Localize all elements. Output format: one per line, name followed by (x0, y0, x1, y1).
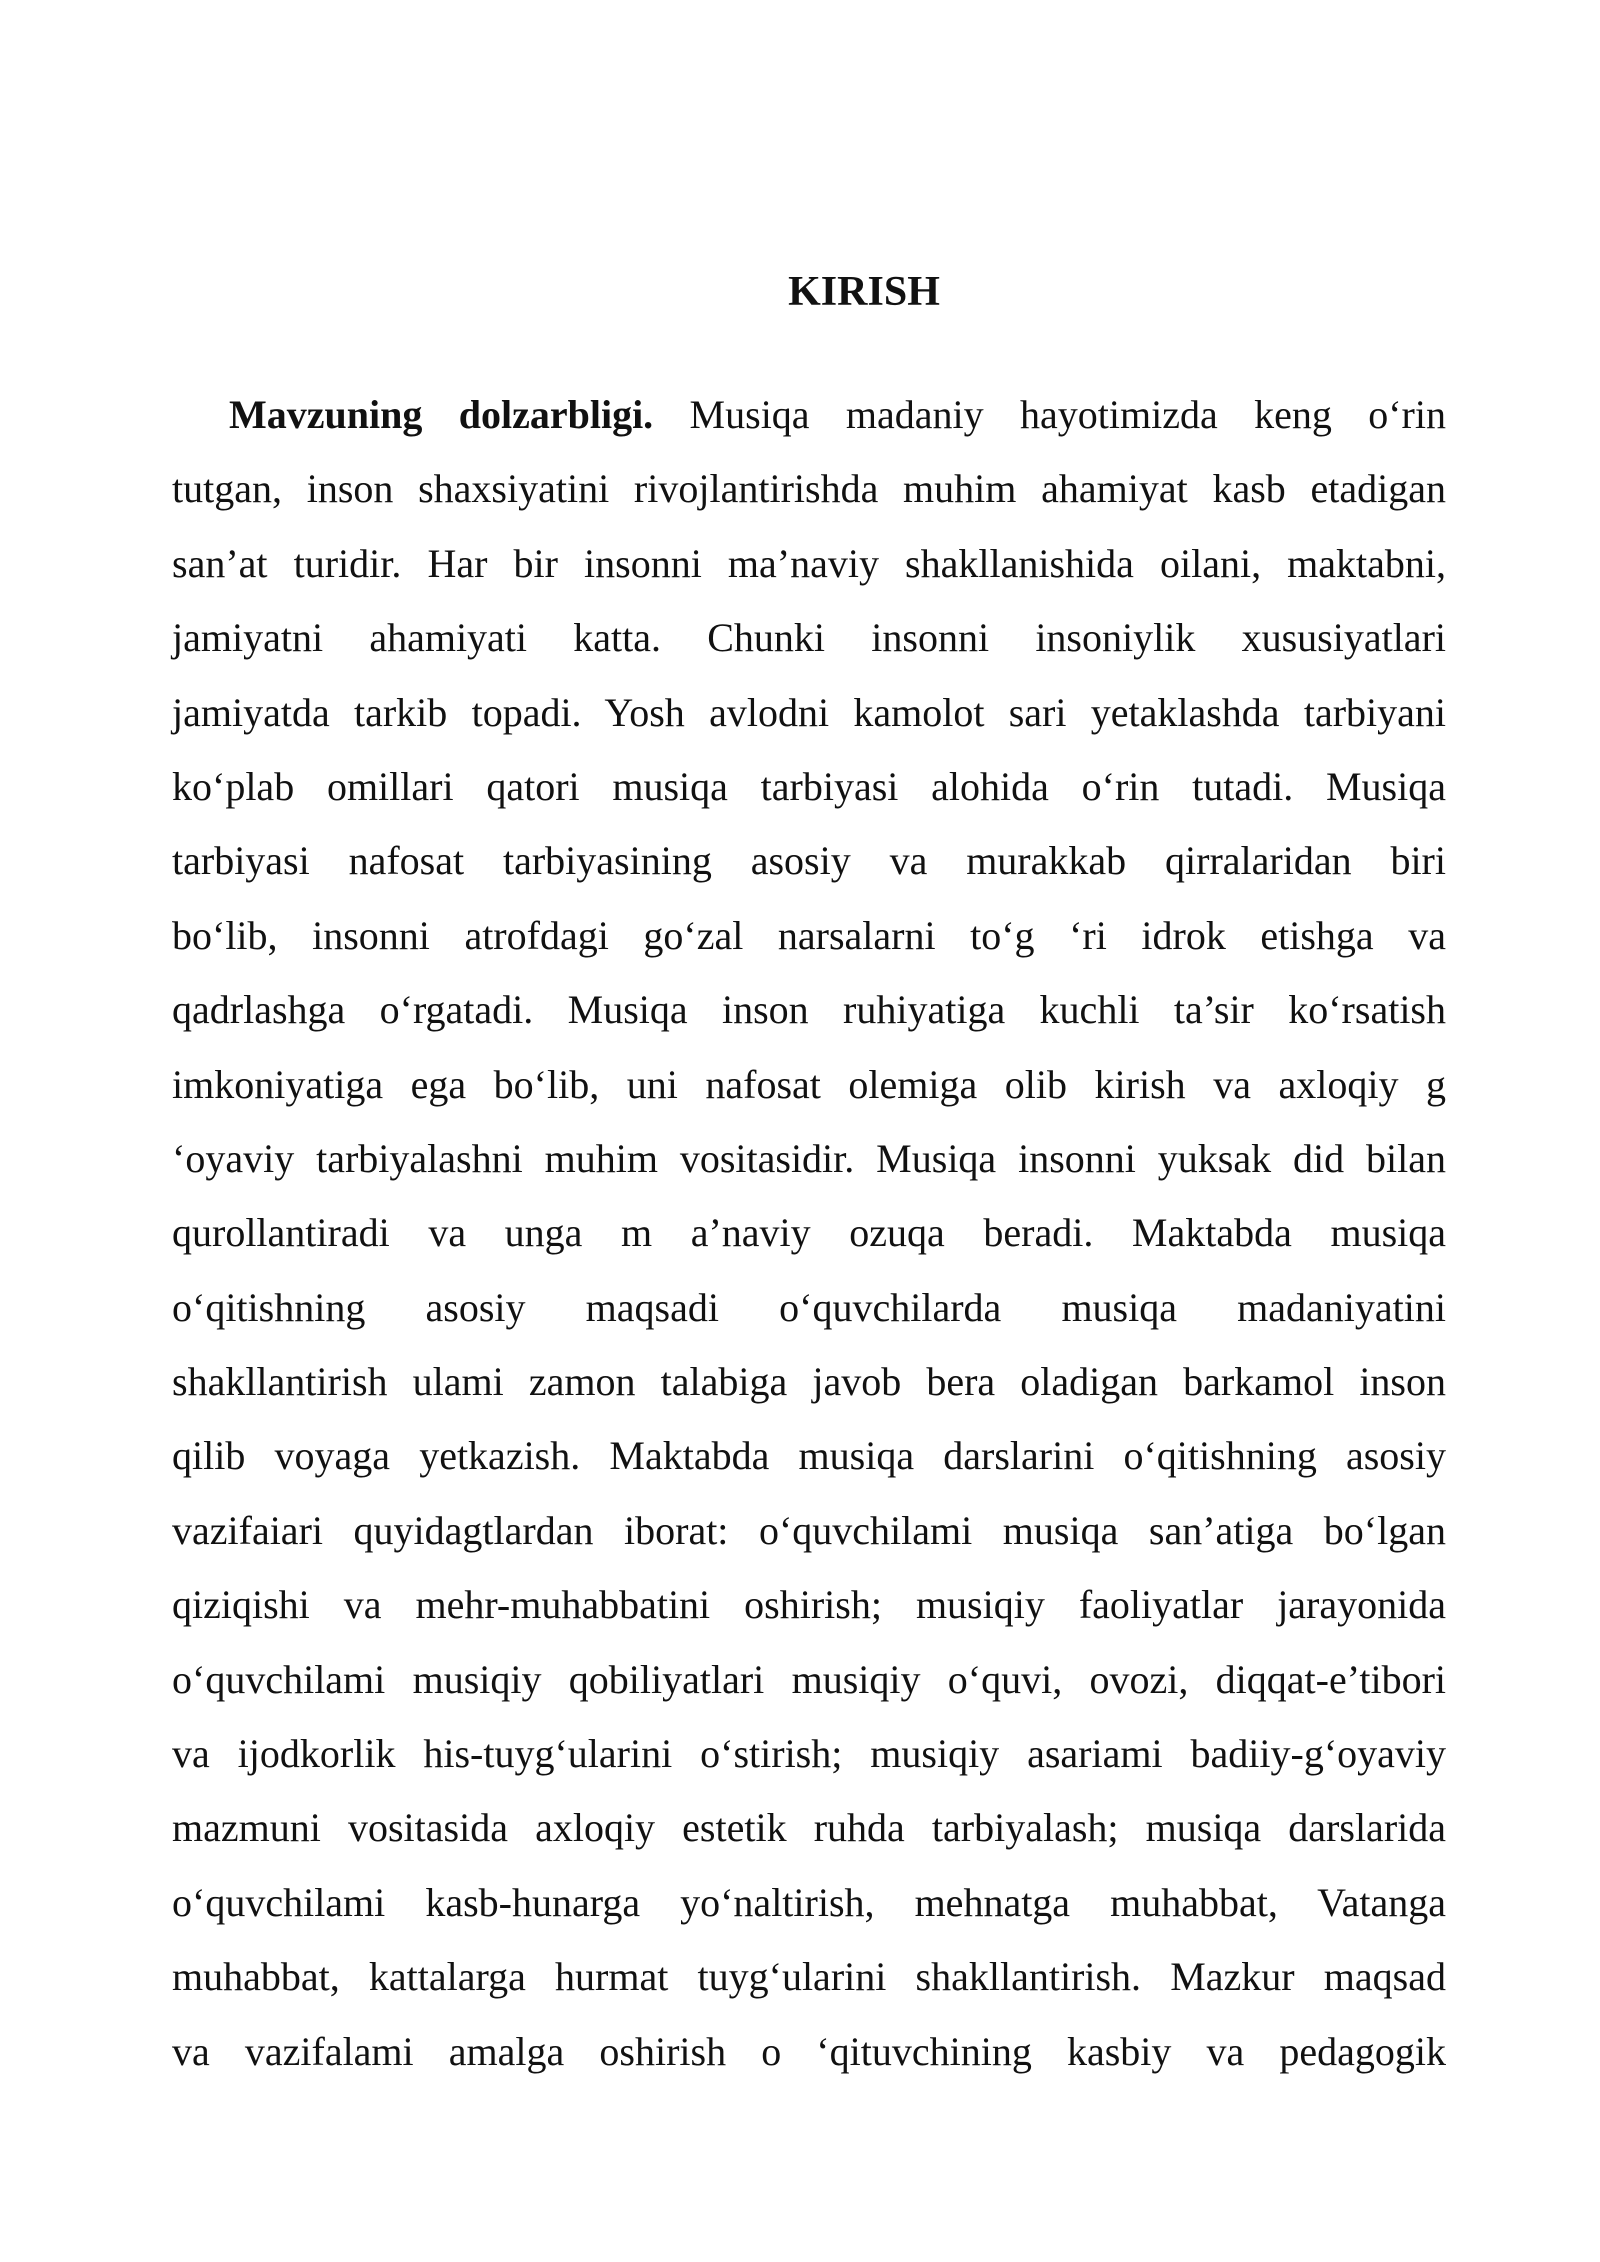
text-line: boʻlib, insonni atrofdagi goʻzal narsalarni toʻg ʻri idrok etishga va (172, 912, 1446, 958)
text-line: san’at turidir. Har bir insonni ma’naviy shakllanishida oilani, maktabni, (172, 540, 1446, 586)
text-line-content: Musiqa madaniy hayotimizda keng oʻrin (653, 392, 1446, 437)
text-line: jamiyatda tarkib topadi. Yosh avlodni kamolot sari yetaklashda tarbiyani (172, 689, 1446, 735)
text-line: qadrlashga oʻrgatadi. Musiqa inson ruhiyatiga kuchli ta’sir koʻrsatish (172, 987, 1446, 1033)
text-line: oʻquvchilami musiqiy qobiliyatlari musiqiy oʻquvi, ovozi, diqqat-e’tibori (172, 1656, 1446, 1702)
text-line: tutgan, inson shaxsiyatini rivojlantirishda muhim ahamiyat kasb etadigan (172, 466, 1446, 512)
text-line: ʻoyaviy tarbiyalashni muhim vositasidir. Musiqa insonni yuksak did bilan (172, 1135, 1446, 1181)
text-line: qurollantiradi va unga m a’naviy ozuqa beradi. Maktabda musiqa (172, 1210, 1446, 1256)
text-line: oʻqitishning asosiy maqsadi oʻquvchilarda musiqa madaniyatini (172, 1284, 1446, 1330)
text-line: oʻquvchilami kasb-hunarga yoʻnaltirish, mehnatga muhabbat, Vatanga (172, 1879, 1446, 1925)
text-line: qilib voyaga yetkazish. Maktabda musiqa darslarini oʻqitishning asosiy (172, 1433, 1446, 1479)
text-line: va vazifalami amalga oshirish o ʻqituvchining kasbiy va pedagogik (172, 2028, 1446, 2074)
text-line: mazmuni vositasida axloqiy estetik ruhda tarbiyalash; musiqa darslarida (172, 1805, 1446, 1851)
lead-heading: Mavzuning dolzarbligi. (229, 392, 654, 437)
text-line: va ijodkorlik his-tuygʻularini oʻstirish; musiqiy asariami badiiy-gʻoyaviy (172, 1731, 1446, 1777)
text-line: muhabbat, kattalarga hurmat tuygʻularini shakllantirish. Mazkur maqsad (172, 1954, 1446, 2000)
text-line: jamiyatni ahamiyati katta. Chunki insonni insoniylik xususiyatlari (172, 615, 1446, 661)
text-line (172, 378, 1446, 452)
text-line: shakllantirish ulami zamon talabiga javob bera oladigan barkamol inson (172, 1359, 1446, 1405)
text-line: vazifaiari quyidagtlardan iborat: oʻquvchilami musiqa san’atiga boʻlgan (172, 1507, 1446, 1553)
text-line: koʻplab omillari qatori musiqa tarbiyasi alohida oʻrin tutadi. Musiqa (172, 763, 1446, 809)
text-line: imkoniyatiga ega boʻlib, uni nafosat olemiga olib kirish va axloqiy g (172, 1061, 1446, 1107)
text-line: qiziqishi va mehr-muhabbatini oshirish; musiqiy faoliyatlar jarayonida (172, 1582, 1446, 1628)
text-line: tarbiyasi nafosat tarbiyasining asosiy va murakkab qirralaridan biri (172, 838, 1446, 884)
page-title: KIRISH (788, 269, 940, 315)
body-paragraph (172, 378, 1446, 2089)
